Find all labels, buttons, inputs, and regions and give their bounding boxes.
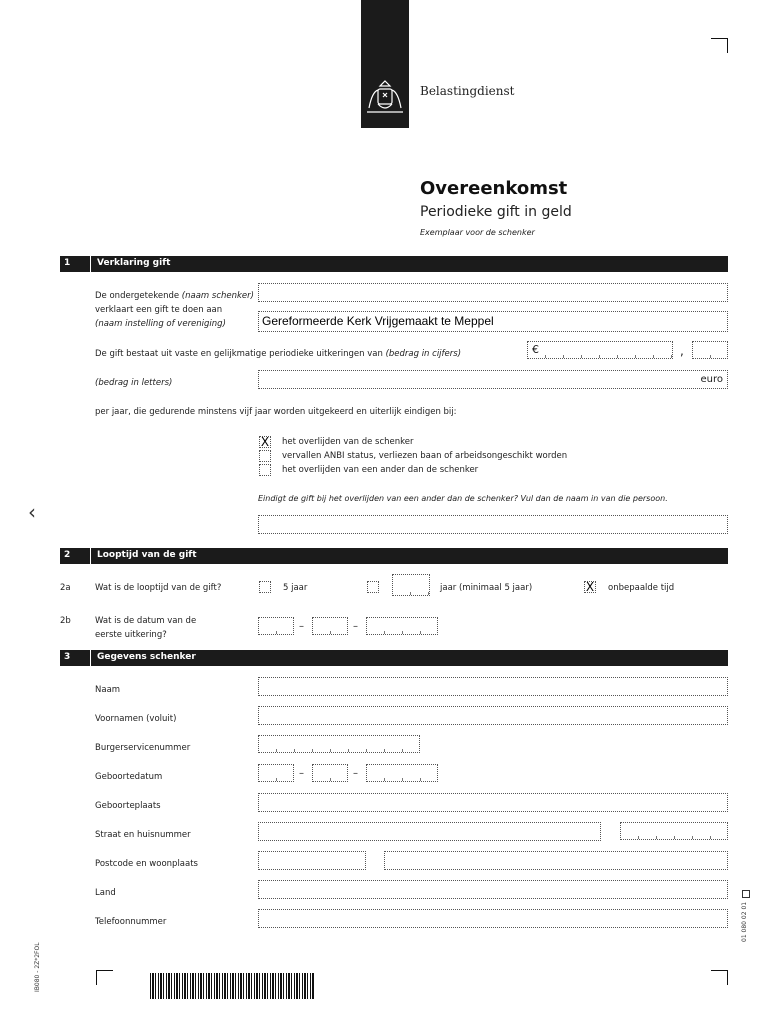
section-divider <box>90 650 91 666</box>
euro-word: euro <box>700 374 723 385</box>
donor-label <box>95 291 254 301</box>
city-field[interactable] <box>384 851 728 870</box>
amount-hint: (bedrag in cijfers) <box>385 349 462 359</box>
question-number-2b: 2b <box>60 616 71 626</box>
duration-years-checkbox[interactable] <box>367 581 379 593</box>
street-field[interactable] <box>258 822 601 841</box>
corner-mark-top-right <box>711 38 728 53</box>
street-label: Straat en huisnummer <box>95 830 191 840</box>
section-number: 1 <box>64 258 71 268</box>
donor-label-text: De ondergetekende <box>95 291 180 301</box>
section-title: Looptijd van de gift <box>97 550 197 560</box>
option-death-donor-checkbox[interactable]: X <box>260 435 270 449</box>
decimal-comma: , <box>680 344 684 358</box>
date-separator: – <box>299 768 304 779</box>
euro-symbol: € <box>532 343 539 356</box>
duration-5-years-label: 5 jaar <box>283 583 308 593</box>
first-payment-year-field[interactable] <box>366 617 438 635</box>
amount-letters-hint: (bedrag in letters) <box>95 378 173 388</box>
section-number: 3 <box>64 652 71 662</box>
declares-label: verklaart een gift te doen aan <box>95 305 223 315</box>
birth-month-field[interactable] <box>312 764 348 782</box>
institution-hint: (naam instelling of vereniging) <box>95 319 226 329</box>
option-death-donor-label: het overlijden van de schenker <box>282 437 414 447</box>
country-field[interactable] <box>258 880 728 899</box>
duration-question: Wat is de looptijd van de gift? <box>95 583 222 593</box>
section-title: Gegevens schenker <box>97 652 196 662</box>
option-anbi-checkbox[interactable] <box>259 450 271 462</box>
donor-hint: (naam schenker) <box>181 291 254 301</box>
left-form-code: IB080 - 2Z*2FOL <box>34 942 41 992</box>
corner-mark-bottom-left <box>96 970 113 985</box>
other-person-note: Eindigt de gift bij het overlijden van een ander dan de schenker? Vul dan de naam in van die persoon. <box>258 494 668 503</box>
birthplace-label: Geboorteplaats <box>95 801 161 811</box>
birth-day-field[interactable] <box>258 764 294 782</box>
section-divider <box>90 548 91 564</box>
birthplace-field[interactable] <box>258 793 728 812</box>
bsn-field[interactable] <box>258 735 420 753</box>
section-number: 2 <box>64 550 71 560</box>
form-code: 01 080 02 01 <box>741 901 748 942</box>
duration-years-field[interactable] <box>392 574 430 596</box>
date-separator: – <box>353 621 358 632</box>
duration-indefinite-checkbox[interactable]: X <box>585 580 595 594</box>
first-payment-month-field[interactable] <box>312 617 348 635</box>
bsn-label: Burgerservicenummer <box>95 743 191 753</box>
corner-mark-bottom-right <box>711 970 728 985</box>
firstnames-label: Voornamen (voluit) <box>95 714 177 724</box>
question-number-2a: 2a <box>60 583 71 593</box>
barcode <box>150 973 315 999</box>
copy-note: Exemplaar voor de schenker <box>420 228 535 237</box>
amount-label-text: De gift bestaat uit vaste en gelijkmatige periodieke uitkeringen van <box>95 349 383 359</box>
date-separator: – <box>299 621 304 632</box>
page-marker-square <box>742 890 750 898</box>
brand-name: Belastingdienst <box>420 84 515 98</box>
donor-firstnames-field[interactable] <box>258 706 728 725</box>
section-header-3 <box>60 650 728 666</box>
duration-5-years-checkbox[interactable] <box>259 581 271 593</box>
section-header-1 <box>60 256 728 272</box>
amount-euros-field[interactable] <box>527 341 673 359</box>
first-payment-question-line1: Wat is de datum van de <box>95 616 197 626</box>
birth-year-field[interactable] <box>366 764 438 782</box>
name-label: Naam <box>95 685 121 695</box>
page-title: Overeenkomst <box>420 178 568 199</box>
left-arrow-icon: ‹ <box>28 500 36 524</box>
first-payment-question-line2: eerste uitkering? <box>95 630 167 640</box>
postcode-label: Postcode en woonplaats <box>95 859 198 869</box>
option-death-other-checkbox[interactable] <box>259 464 271 476</box>
country-label: Land <box>95 888 116 898</box>
birthdate-label: Geboortedatum <box>95 772 163 782</box>
amount-letters-field[interactable] <box>258 370 728 389</box>
option-anbi-label: vervallen ANBI status, verliezen baan of arbeidsongeschikt worden <box>282 451 568 461</box>
duration-indefinite-label: onbepaalde tijd <box>608 583 675 593</box>
date-separator: – <box>353 768 358 779</box>
institution-name-field[interactable]: Gereformeerde Kerk Vrijgemaakt te Meppel <box>258 311 728 332</box>
phone-label: Telefoonnummer <box>95 917 167 927</box>
amount-label <box>95 349 461 359</box>
page-subtitle: Periodieke gift in geld <box>420 204 572 220</box>
phone-field[interactable] <box>258 909 728 928</box>
section-divider <box>90 256 91 272</box>
donor-surname-field[interactable] <box>258 677 728 696</box>
crest-logo-icon <box>363 78 407 118</box>
first-payment-day-field[interactable] <box>258 617 294 635</box>
house-number-field[interactable] <box>620 822 728 840</box>
section-title: Verklaring gift <box>97 258 171 268</box>
amount-cents-field[interactable] <box>692 341 728 359</box>
other-person-name-field[interactable] <box>258 515 728 534</box>
donor-name-field[interactable] <box>258 283 728 302</box>
option-death-other-label: het overlijden van een ander dan de schenker <box>282 465 479 475</box>
postcode-field[interactable] <box>258 851 366 870</box>
period-label: per jaar, die gedurende minstens vijf jaar worden uitgekeerd en uiterlijk eindigen bij: <box>95 407 457 417</box>
duration-years-label: jaar (minimaal 5 jaar) <box>440 583 533 593</box>
section-header-2 <box>60 548 728 564</box>
